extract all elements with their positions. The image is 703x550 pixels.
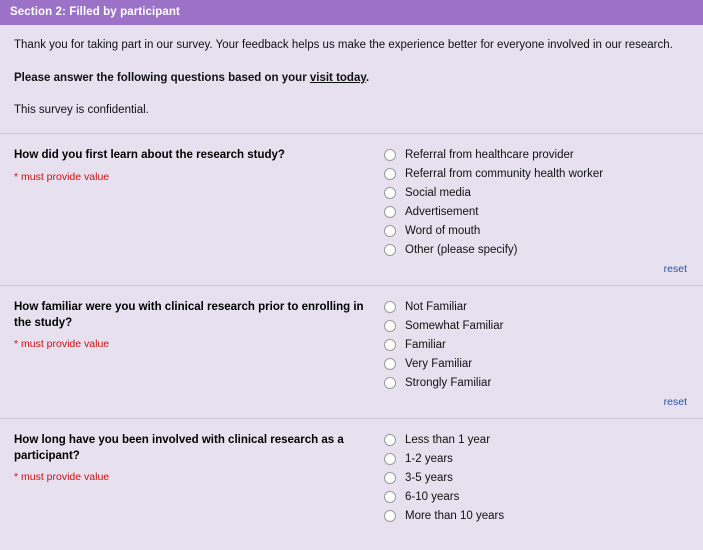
question-row (0, 286, 703, 418)
radio-icon[interactable] (384, 358, 396, 370)
radio-label: Word of mouth (405, 225, 481, 238)
radio-option[interactable] (384, 244, 689, 256)
question-label-area (14, 300, 384, 350)
radio-label: 1-2 years (405, 453, 453, 466)
radio-option[interactable] (384, 472, 689, 484)
intro-instruction-prefix: Please answer the following questions based on your (14, 71, 310, 84)
radio-option[interactable] (384, 206, 689, 218)
radio-label: Strongly Familiar (405, 377, 492, 390)
intro-block (0, 25, 703, 133)
radio-option[interactable] (384, 320, 689, 332)
radio-option[interactable] (384, 301, 689, 313)
radio-option[interactable] (384, 149, 689, 161)
intro-confidential: This survey is confidential. (14, 104, 149, 117)
reset-button[interactable]: reset (663, 396, 687, 409)
radio-icon[interactable] (384, 491, 396, 503)
reset-button[interactable]: reset (663, 263, 687, 276)
question-row (0, 419, 703, 534)
radio-option[interactable] (384, 510, 689, 522)
question-text: How did you first learn about the research study? (14, 149, 285, 162)
radio-label: Other (please specify) (405, 244, 518, 257)
question-choices (384, 148, 689, 275)
radio-icon[interactable] (384, 225, 396, 237)
question-text: How long have you been involved with clinical research as a participant? (14, 434, 344, 462)
radio-icon[interactable] (384, 187, 396, 199)
radio-label: Referral from healthcare provider (405, 149, 574, 162)
radio-option[interactable] (384, 453, 689, 465)
radio-label: More than 10 years (405, 510, 505, 523)
required-note: * must provide value (14, 170, 110, 183)
intro-instruction-suffix: . (365, 71, 370, 84)
radio-option[interactable] (384, 434, 689, 446)
radio-icon[interactable] (384, 320, 396, 332)
intro-instruction (14, 70, 689, 87)
radio-icon[interactable] (384, 206, 396, 218)
question-row (0, 134, 703, 285)
radio-icon[interactable] (384, 510, 396, 522)
question-choices (384, 433, 689, 524)
radio-option[interactable] (384, 339, 689, 351)
radio-icon[interactable] (384, 301, 396, 313)
required-note: * must provide value (14, 338, 110, 351)
radio-label: Referral from community health worker (405, 168, 604, 181)
required-note: * must provide value (14, 471, 110, 484)
radio-label: Less than 1 year (405, 434, 491, 447)
radio-icon[interactable] (384, 472, 396, 484)
radio-icon[interactable] (384, 377, 396, 389)
radio-option[interactable] (384, 358, 689, 370)
radio-label: Social media (405, 187, 471, 200)
radio-icon[interactable] (384, 149, 396, 161)
radio-label: 3-5 years (405, 472, 453, 485)
radio-label: Advertisement (405, 206, 479, 219)
question-label-area (14, 433, 384, 483)
question-choices (384, 300, 689, 408)
radio-option[interactable] (384, 187, 689, 199)
radio-label: Not Familiar (405, 301, 467, 314)
question-text: How familiar were you with clinical research prior to enrolling in the study? (14, 301, 364, 329)
question-label-area (14, 148, 384, 183)
radio-label: Very Familiar (405, 358, 473, 371)
radio-option[interactable] (384, 377, 689, 389)
radio-icon[interactable] (384, 434, 396, 446)
radio-label: 6-10 years (405, 491, 460, 504)
radio-icon[interactable] (384, 244, 396, 256)
section-header: Section 2: Filled by participant (0, 0, 703, 25)
radio-option[interactable] (384, 491, 689, 503)
radio-icon[interactable] (384, 339, 396, 351)
radio-option[interactable] (384, 168, 689, 180)
radio-label: Familiar (405, 339, 446, 352)
visit-today-link[interactable]: visit today (309, 71, 366, 84)
radio-icon[interactable] (384, 168, 396, 180)
intro-paragraph: Thank you for taking part in our survey. Your feedback helps us make the experience better for everyone involved in our research. (14, 39, 673, 51)
radio-icon[interactable] (384, 453, 396, 465)
radio-label: Somewhat Familiar (405, 320, 504, 333)
radio-option[interactable] (384, 225, 689, 237)
